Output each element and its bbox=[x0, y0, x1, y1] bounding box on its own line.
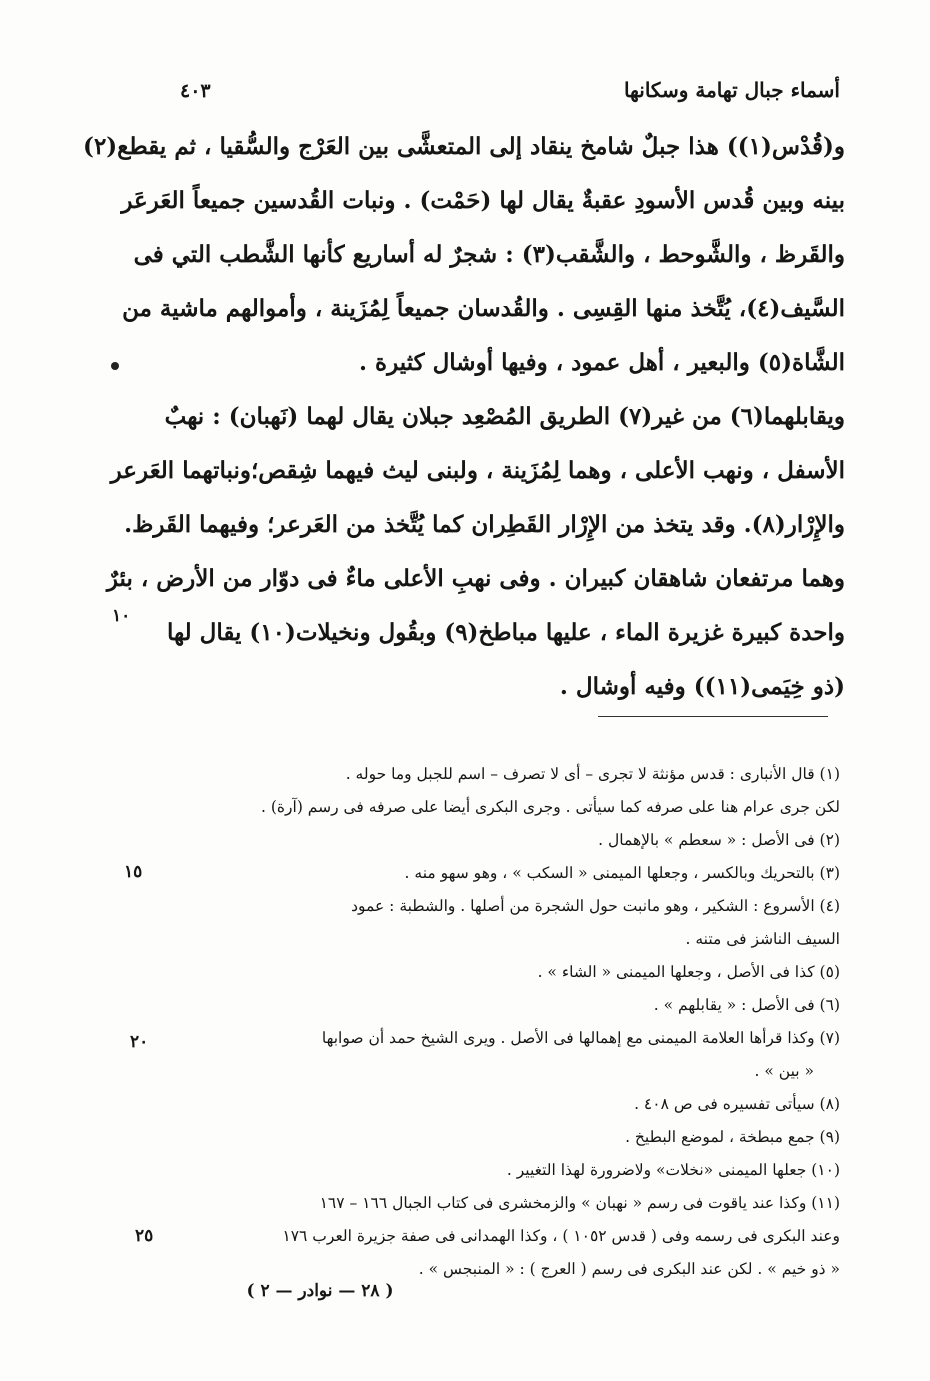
footnote-separator bbox=[598, 716, 828, 717]
line-number-20: ٢٠ bbox=[130, 1032, 149, 1052]
body-line: الأسفل ، ونهب الأعلى ، وهما لِمُزَينة ، ولبنى ليث فيهما شِقص؛ونباتهما العَرعر bbox=[110, 457, 845, 484]
body-line: و(قُدْس(١)) هذا جبلٌ شامخ ينقاد إلى المتعشَّى بين العَرْج والسُّقيا ، ثم يقطع(٢) bbox=[83, 133, 845, 160]
body-line: والإِرْار(٨). وقد يتخذ من الإِرْار القَطِران كما يُتَّخذ من العَرعر؛ وفيهما القَرظ. bbox=[124, 511, 845, 538]
body-line: وهما مرتفعان شاهقان كبيران . وفى نهبِ الأعلى ماءٌ فى دوّار من الأرض ، بئرٌ bbox=[106, 565, 845, 592]
body-line: الشَّاة(٥) والبعير ، أهل عمود ، وفيها أوشال كثيرة . bbox=[359, 349, 845, 376]
body-line: ويقابلهما(٦) من غير(٧) الطريق المُصْعِد جبلان يقال لهما (نَهبان) : نهبٌ bbox=[164, 403, 845, 430]
footnotes bbox=[170, 758, 840, 1286]
page-number: ٤٠٣ bbox=[180, 80, 211, 102]
footnote-line: « ذو خيم » . لكن عند البكرى فى رسم ( العرج ) : « المنبجس » . bbox=[418, 1260, 840, 1278]
body-line: (ذو خِيَمى(١١)) وفيه أوشال . bbox=[559, 673, 845, 700]
body-line: واحدة كبيرة غزيرة الماء ، عليها مباطخ(٩) وبقُول ونخيلات(١٠) يقال لها bbox=[167, 619, 845, 646]
line-number-25: ٢٥ bbox=[135, 1226, 154, 1246]
footnote-line: (٦) فى الأصل : « يقابلهم » . bbox=[653, 996, 840, 1014]
footnote-line: (١) قال الأنبارى : قدس مؤنثة لا تجرى – أى لا تصرف – اسم للجبل وما حوله . bbox=[345, 765, 840, 783]
footnote-line: (٩) جمع مبطخة ، لموضع البطيخ . bbox=[625, 1128, 840, 1146]
signature-mark: ( ٢٨ — نوادر — ٢ ) bbox=[246, 1281, 394, 1301]
footnote-line: (٨) سيأتى تفسيره فى ص ٤٠٨ . bbox=[634, 1095, 840, 1113]
footnote-line: (٣) بالتحريك وبالكسر ، وجعلها الميمنى « السكب » ، وهو سهو منه . bbox=[404, 864, 840, 882]
footnote-line: (١١) وكذا عند ياقوت فى رسم « نهبان » والزمخشرى فى كتاب الجبال ١٦٦ – ١٦٧ bbox=[319, 1194, 840, 1212]
line-number-15: ١٥ bbox=[124, 862, 143, 882]
footnote-line: (١٠) جعلها الميمنى «نخلات» ولاضرورة لهذا التغيير . bbox=[506, 1161, 840, 1179]
body-line: بينه وبين قُدس الأسودِ عقبةٌ يقال لها (حَمْت) . ونبات القُدسين جميعاً العَرعَر bbox=[121, 187, 845, 214]
header-title: أسماء جبال تهامة وسكانها bbox=[623, 78, 840, 102]
body-line: السَّيف(٤)، يُتَّخذ منها القِسِى . والقُدسان جميعاً لِمُزَينة ، وأموالهم ماشية من bbox=[122, 295, 845, 322]
footnote-line: (٢) فى الأصل : « سعطم » بالإهمال . bbox=[598, 831, 840, 849]
footnote-line: وعند البكرى فى رسمه وفى ( قدس ١٠٥٢ ) ، وكذا الهمدانى فى صفة جزيرة العرب ١٧٦ bbox=[282, 1227, 840, 1245]
margin-dot bbox=[111, 362, 119, 370]
footnote-line: (٤) الأسروع : الشكير ، وهو مانبت حول الشجرة من أصلها . والشطبة : عمود bbox=[351, 897, 840, 915]
main-text bbox=[83, 120, 845, 714]
body-line: والقَرظ ، والشَّوحط ، والشَّقب(٣) : شجرٌ له أساريع كأنها الشَّطب التي فى bbox=[133, 241, 845, 268]
footnote-line: لكن جرى عرام هنا على صرفه كما سيأتى . وجرى البكرى أيضا على صرفه فى رسم (آرة) . bbox=[261, 798, 840, 816]
running-header bbox=[180, 78, 840, 114]
footnote-line: « بين » . bbox=[754, 1062, 814, 1080]
footnote-line: (٥) كذا فى الأصل ، وجعلها الميمنى « الشاء » . bbox=[537, 963, 840, 981]
footnote-line: السيف الناشز فى متنه . bbox=[685, 930, 840, 948]
line-number-10: ١٠ bbox=[112, 606, 131, 626]
footnote-line: (٧) وكذا قرأها العلامة الميمنى مع إهمالها فى الأصل . ويرى الشيخ حمد أن صوابها bbox=[321, 1029, 840, 1047]
